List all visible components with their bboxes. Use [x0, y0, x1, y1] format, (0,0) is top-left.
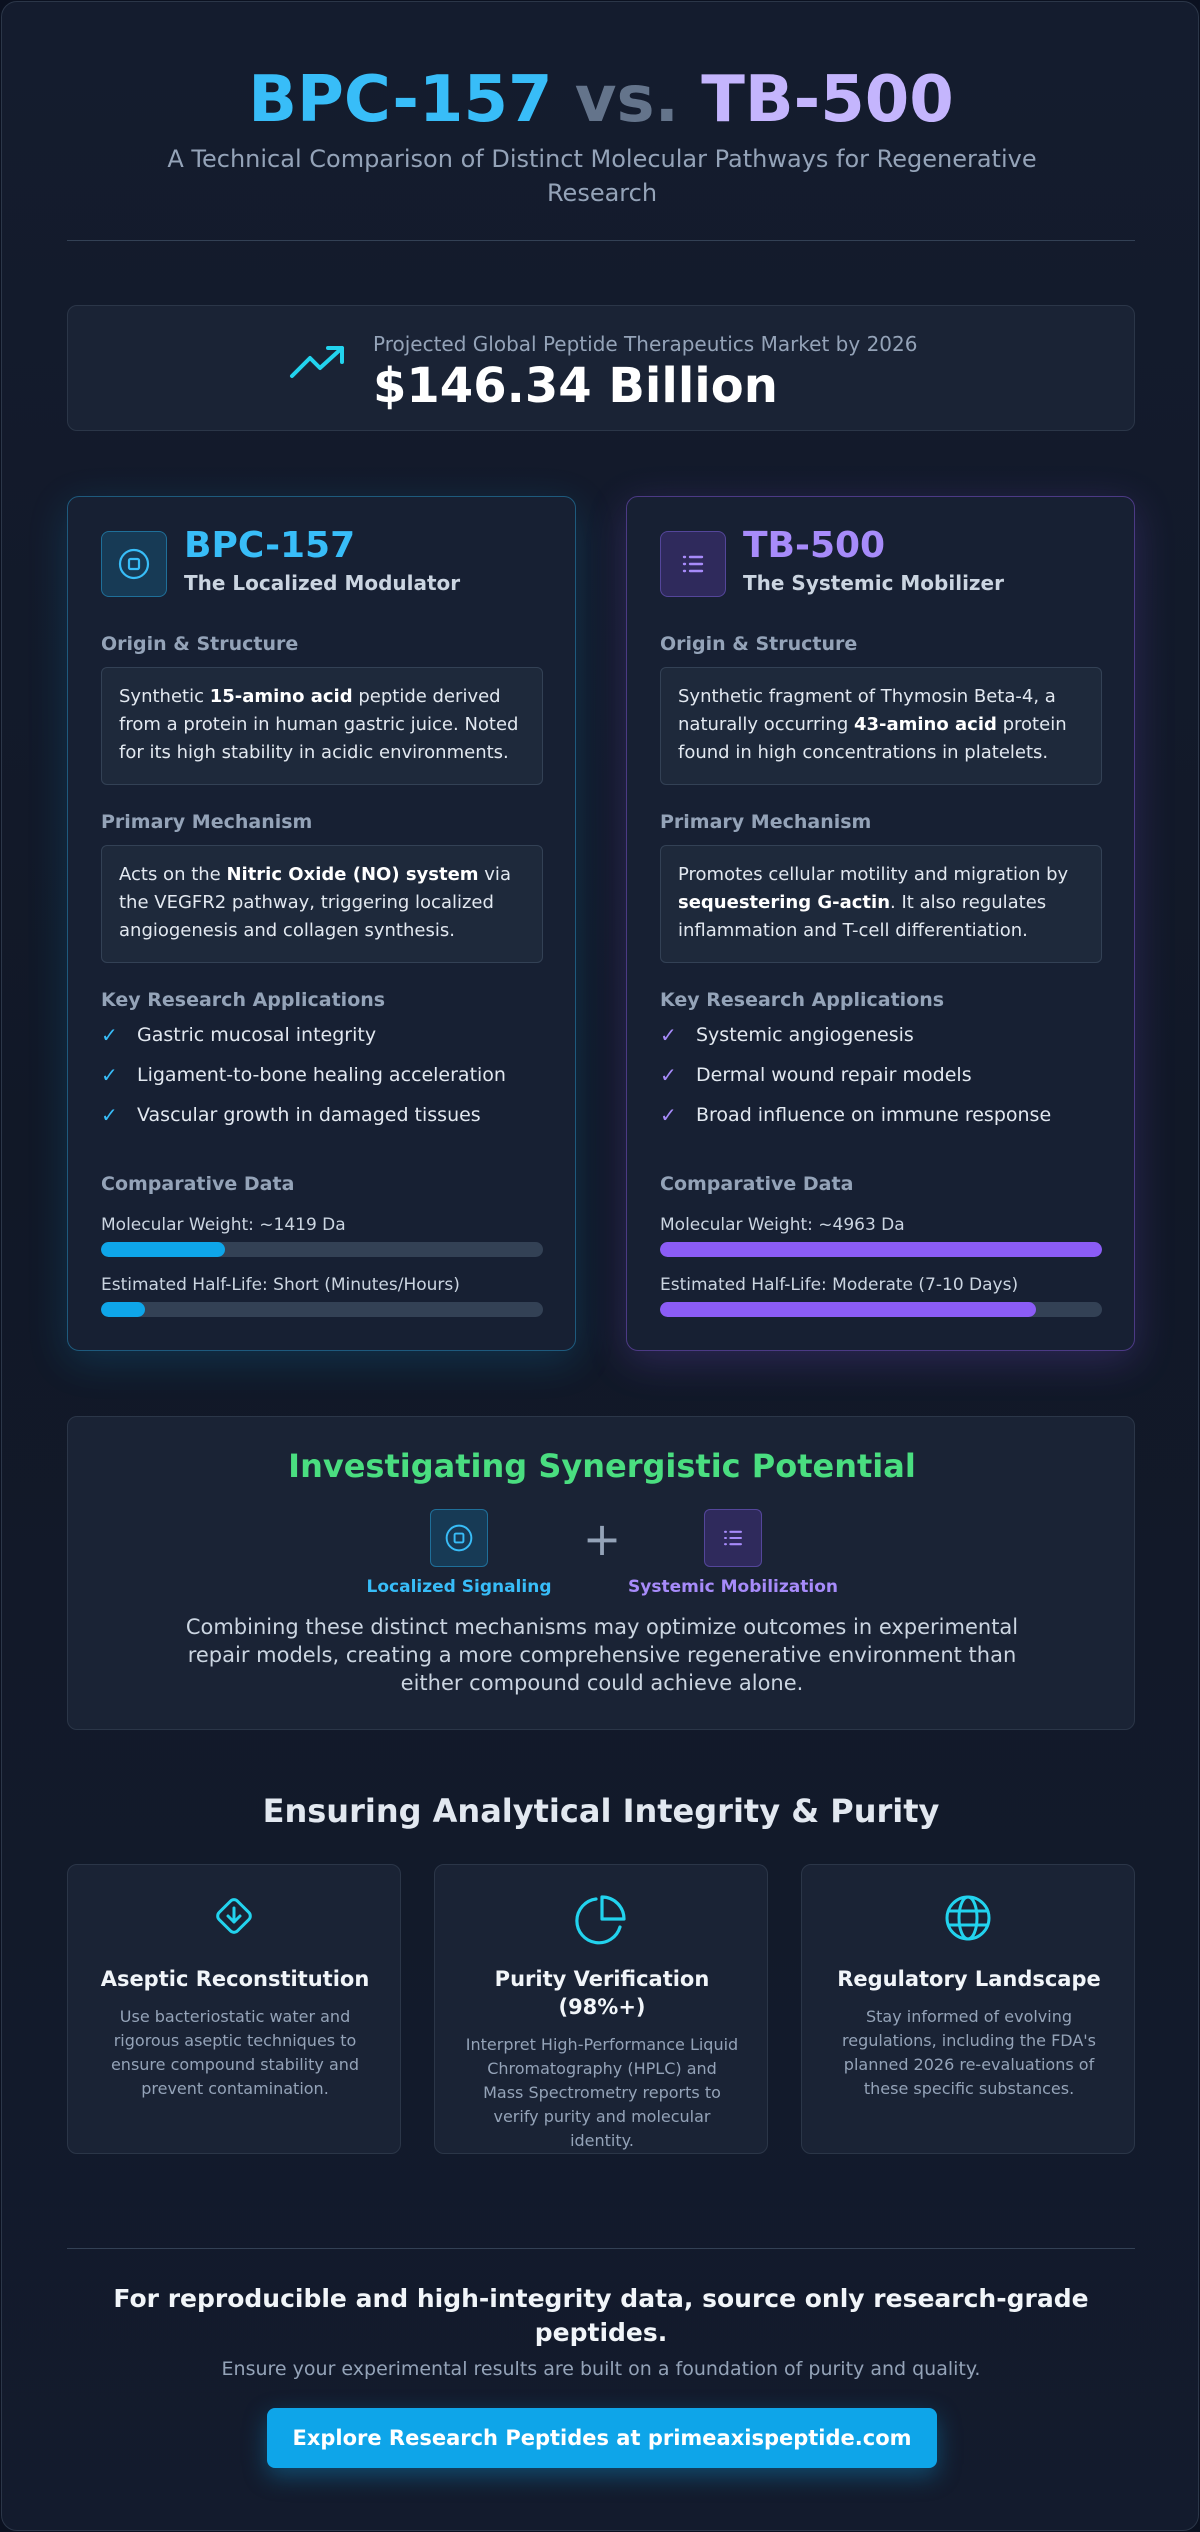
- tb-origin-post: protein found in high concentrations in platelets.: [678, 714, 1067, 763]
- tb-app-item: [660, 1103, 1051, 1127]
- tb-hl-bar: [660, 1302, 1102, 1317]
- market-banner: [67, 305, 1135, 431]
- bpc-mech-bold: Nitric Oxide (NO) system: [226, 864, 479, 885]
- synergy-title: Investigating Synergistic Potential: [288, 1447, 916, 1485]
- bpc-card-role: The Localized Modulator: [184, 571, 461, 595]
- title-vs: vs.: [574, 63, 679, 137]
- bpc-origin-bold: 15-amino acid: [209, 686, 353, 707]
- infographic-frame: [1, 1, 1199, 2531]
- plus-sign: +: [582, 1512, 622, 1566]
- integrity-heading: Regulatory Landscape: [837, 1967, 1101, 1991]
- synergy-label-systemic: Systemic Mobilization: [628, 1577, 838, 1597]
- bpc-origin-post: peptide derived from a protein in human gastric juice. Noted for its high stability in acidic environments.: [119, 686, 519, 763]
- tb-mechanism-label: Primary Mechanism: [660, 811, 872, 833]
- bpc-hl-bar: [101, 1302, 543, 1317]
- check-icon: ✓: [660, 1103, 677, 1127]
- tb-mw-bar: [660, 1242, 1102, 1257]
- bpc-hl-label: Estimated Half-Life: Short (Minutes/Hours): [101, 1275, 460, 1295]
- integrity-body: Interpret High-Performance Liquid Chromatography (HPLC) and Mass Spectrometry reports to verify purity and molecular identity.: [465, 2035, 739, 2150]
- bpc-app-text: Ligament-to-bone healing acceleration: [137, 1064, 506, 1086]
- tb-mw-bar-fill: [660, 1242, 1102, 1257]
- tb-500-card: [626, 496, 1135, 1351]
- title-tb: TB-500: [701, 63, 954, 137]
- tb-app-text: Dermal wound repair models: [696, 1064, 972, 1086]
- tb-mw-label: Molecular Weight: ~4963 Da: [660, 1215, 905, 1235]
- bpc-mw-bar-fill: [101, 1242, 225, 1257]
- tb-card-name: TB-500: [743, 525, 886, 566]
- market-label: Projected Global Peptide Therapeutics Market by 2026: [373, 332, 918, 356]
- tb-app-text: Broad influence on immune response: [696, 1104, 1052, 1126]
- check-icon: ✓: [101, 1063, 118, 1087]
- integrity-card-purity: [434, 1864, 768, 2154]
- check-icon: ✓: [101, 1103, 118, 1127]
- list-icon: [660, 531, 726, 597]
- list-icon: [704, 1509, 762, 1567]
- integrity-heading: Purity Verification (98%+): [494, 1967, 710, 2019]
- bpc-origin-pre: Synthetic: [119, 686, 210, 707]
- explore-peptides-button[interactable]: Explore Research Peptides at primeaxispeptide.com: [267, 2408, 937, 2468]
- bpc-origin-label: Origin & Structure: [101, 633, 299, 655]
- tb-hl-bar-fill: [660, 1302, 1036, 1317]
- bpc-hl-bar-fill: [101, 1302, 145, 1317]
- bpc-apps-label: Key Research Applications: [101, 989, 386, 1011]
- bpc-origin-box: [101, 667, 543, 785]
- tb-mech-pre: Promotes cellular motility and migration by: [678, 864, 1069, 885]
- tb-origin-bold: 43-amino acid: [853, 714, 997, 735]
- pie-chart-icon: [435, 1893, 767, 1949]
- tb-app-item: [660, 1063, 972, 1087]
- bpc-mw-label: Molecular Weight: ~1419 Da: [101, 1215, 346, 1235]
- check-icon: ✓: [101, 1023, 118, 1047]
- bpc-mw-bar: [101, 1242, 543, 1257]
- integrity-card-reconstitution: [67, 1864, 401, 2154]
- bpc-app-text: Vascular growth in damaged tissues: [137, 1104, 481, 1126]
- market-value: $146.34 Billion: [373, 358, 778, 414]
- page-subtitle: A Technical Comparison of Distinct Molecular Pathways for Regenerative Research: [167, 145, 1037, 207]
- bpc-app-item: [101, 1063, 506, 1087]
- bpc-card-name: BPC-157: [184, 525, 356, 566]
- integrity-card-regulatory: [801, 1864, 1135, 2154]
- tb-mech-post: . It also regulates inflammation and T-cell differentiation.: [678, 892, 1047, 941]
- tb-origin-label: Origin & Structure: [660, 633, 858, 655]
- check-icon: ✓: [660, 1063, 677, 1087]
- synergy-text: Combining these distinct mechanisms may optimize outcomes in experimental repair models, creating a more comprehensive regenerative environment than either compound could achieve alone.: [185, 1615, 1019, 1695]
- footer-divider: [67, 2248, 1135, 2249]
- bpc-mech-post: via the VEGFR2 pathway, triggering localized angiogenesis and collagen synthesis.: [119, 864, 511, 941]
- tb-card-role: The Systemic Mobilizer: [743, 571, 1004, 595]
- tb-apps-label: Key Research Applications: [660, 989, 945, 1011]
- tb-app-item: [660, 1023, 914, 1047]
- integrity-body: Stay informed of evolving regulations, including the FDA's planned 2026 re-evaluations of these specific substances.: [842, 2007, 1096, 2098]
- integrity-body: Use bacteriostatic water and rigorous aseptic techniques to ensure compound stability and prevent contamination.: [110, 2007, 360, 2098]
- tb-hl-label: Estimated Half-Life: Moderate (7-10 Days): [660, 1275, 1019, 1295]
- bpc-app-item: [101, 1023, 376, 1047]
- bpc-mechanism-box: [101, 845, 543, 963]
- title-bpc: BPC-157: [248, 63, 553, 137]
- page-title: [2, 60, 1199, 140]
- synergy-panel: [67, 1416, 1135, 1730]
- tb-data-label: Comparative Data: [660, 1173, 854, 1195]
- tb-origin-pre: Synthetic fragment of Thymosin Beta-4, a naturally occurring: [678, 686, 1056, 735]
- tb-origin-box: [660, 667, 1102, 785]
- header-divider: [67, 240, 1135, 241]
- cpu-chip-icon: [430, 1509, 488, 1567]
- trending-up-icon: [288, 342, 348, 382]
- bpc-app-text: Gastric mucosal integrity: [137, 1024, 377, 1046]
- bpc-mech-pre: Acts on the: [119, 864, 227, 885]
- cpu-chip-icon: [101, 531, 167, 597]
- globe-icon: [802, 1893, 1134, 1949]
- bpc-app-item: [101, 1103, 481, 1127]
- tb-mechanism-box: [660, 845, 1102, 963]
- footer-title: For reproducible and high-integrity data, source only research-grade peptides.: [113, 2284, 1089, 2347]
- bpc-157-card: [67, 496, 576, 1351]
- tb-app-text: Systemic angiogenesis: [696, 1024, 914, 1046]
- bpc-mechanism-label: Primary Mechanism: [101, 811, 313, 833]
- tb-mech-bold: sequestering G-actin: [678, 892, 891, 913]
- integrity-title: Ensuring Analytical Integrity & Purity: [262, 1792, 940, 1830]
- download-diamond-icon: [68, 1893, 400, 1949]
- check-icon: ✓: [660, 1023, 677, 1047]
- bpc-data-label: Comparative Data: [101, 1173, 295, 1195]
- integrity-heading: Aseptic Reconstitution: [100, 1967, 370, 1991]
- footer-subtitle: Ensure your experimental results are built on a foundation of purity and quality.: [221, 2358, 981, 2380]
- synergy-label-localized: Localized Signaling: [366, 1577, 552, 1597]
